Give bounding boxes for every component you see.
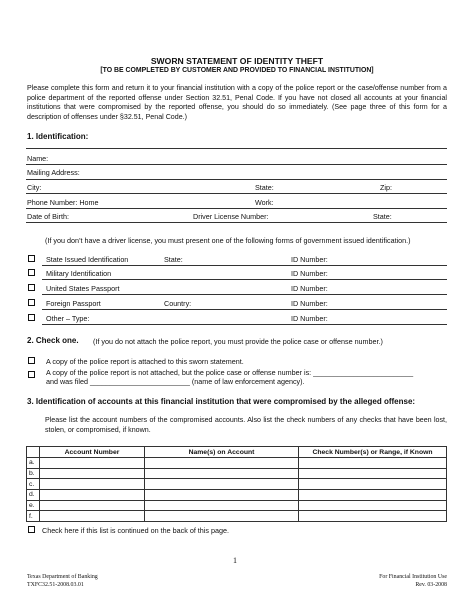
account-number-cell[interactable] (40, 468, 145, 479)
table-row (27, 490, 447, 501)
account-name-cell[interactable] (145, 490, 299, 501)
state-label: State: (255, 183, 274, 192)
id-option-label: United States Passport (46, 284, 120, 293)
driver-license-label: Driver License Number: (193, 212, 269, 221)
row-letter: a. (27, 458, 40, 469)
id-option-label: Foreign Passport (46, 299, 101, 308)
row-letter: c. (27, 479, 40, 490)
table-header-cell: Check Number(s) or Range, if Known (299, 447, 447, 458)
table-header-cell: Account Number (40, 447, 145, 458)
check-number-cell[interactable] (299, 500, 447, 511)
id-number-label: ID Number: (291, 269, 328, 278)
account-number-cell[interactable] (40, 500, 145, 511)
id-option-field[interactable] (42, 324, 447, 325)
id-option-field[interactable] (42, 265, 447, 266)
row-letter: d. (27, 490, 40, 501)
accounts-table (26, 446, 447, 522)
footer-form-code: TXFC32.51-2008.03.01 (27, 582, 84, 588)
id-number-label: ID Number: (291, 314, 328, 323)
id-option-label: State Issued Identification (46, 255, 129, 264)
checkbox[interactable] (28, 371, 35, 378)
check-number-cell[interactable] (299, 479, 447, 490)
section-1-heading: 1. Identification: (27, 132, 89, 141)
account-number-cell[interactable] (40, 490, 145, 501)
phone-work-label: Work: (255, 198, 274, 207)
continued-label: Check here if this list is continued on the back of this page. (42, 526, 229, 535)
id-option-label: Military Identification (46, 269, 112, 278)
id-number-label: ID Number: (291, 284, 328, 293)
phone-field[interactable] (26, 208, 447, 209)
table-header-row (27, 447, 447, 458)
city-state-zip-field[interactable] (26, 193, 447, 194)
checkbox[interactable] (28, 314, 35, 321)
account-number-cell[interactable] (40, 511, 145, 522)
dob-dl-field[interactable] (26, 222, 447, 223)
mailing-address-label: Mailing Address: (27, 168, 80, 177)
form-subtitle: [TO BE COMPLETED BY CUSTOMER AND PROVIDED TO FINANCIAL INSTITUTION] (100, 67, 374, 74)
account-name-cell[interactable] (145, 458, 299, 469)
account-name-cell[interactable] (145, 468, 299, 479)
id-option-field[interactable] (42, 279, 447, 280)
name-field[interactable] (26, 164, 447, 165)
intro-paragraph: Please complete this form and return it to your financial institution with a copy of the police report or the case/offense number from a police department of the reported offense under Section 32.51, Penal Code. If you have not closed all accounts at your financial institutions that were compromised by the reported offense, you should do so immediately. (See page three of this form for a description of offenses under §32.51, Penal Code.) (27, 84, 447, 121)
row-letter: b. (27, 468, 40, 479)
id-option-country-label: Country: (164, 299, 192, 308)
row-letter: e. (27, 500, 40, 511)
checkbox[interactable] (28, 299, 35, 306)
checkbox[interactable] (28, 269, 35, 276)
table-header-cell (27, 447, 40, 458)
check-number-cell[interactable] (299, 511, 447, 522)
dl-state-label: State: (373, 212, 392, 221)
id-option-label: Other – Type: (46, 314, 90, 323)
checkbox[interactable] (28, 526, 35, 533)
footer-agency: Texas Department of Banking (27, 574, 98, 580)
form-title: SWORN STATEMENT OF IDENTITY THEFT (150, 56, 324, 66)
account-number-cell[interactable] (40, 479, 145, 490)
section-2-heading: 2. Check one. (27, 336, 79, 345)
section-2-instruction: (If you do not attach the police report, you must provide the police case or offense number.) (93, 337, 383, 346)
footer-revision: Rev. 03-2008 (415, 582, 447, 588)
table-row (27, 511, 447, 522)
footer-use-note: For Financial Institution Use (379, 574, 447, 580)
checkbox[interactable] (28, 284, 35, 291)
divider (26, 148, 447, 149)
account-name-cell[interactable] (145, 479, 299, 490)
phone-home-label: Phone Number: Home (27, 198, 99, 207)
police-report-attached-label: A copy of the police report is attached to this sworn statement. (46, 357, 244, 366)
table-header-cell: Name(s) on Account (145, 447, 299, 458)
table-row (27, 479, 447, 490)
id-number-label: ID Number: (291, 255, 328, 264)
id-number-label: ID Number: (291, 299, 328, 308)
table-row (27, 468, 447, 479)
name-label: Name: (27, 154, 49, 163)
id-option-field[interactable] (42, 309, 447, 310)
check-number-cell[interactable] (299, 468, 447, 479)
mailing-address-field[interactable] (26, 179, 447, 180)
filed-with-agency-label: and was filed _________________________ (name of law enforcement agency). (46, 377, 305, 386)
dob-label: Date of Birth: (27, 212, 69, 221)
city-label: City: (27, 183, 42, 192)
account-name-cell[interactable] (145, 511, 299, 522)
zip-label: Zip: (380, 183, 392, 192)
page-number: 1 (233, 556, 237, 565)
id-option-state-label: State: (164, 255, 183, 264)
id-option-field[interactable] (42, 294, 447, 295)
check-number-cell[interactable] (299, 458, 447, 469)
police-report-not-attached-label: A copy of the police report is not attached, but the police case or offense number is: _________________________ (46, 368, 414, 377)
section-3-instruction: Please list the account numbers of the compromised accounts. Also list the check numbers of any checks that have been lost, stolen, or compromised, if known. (45, 416, 447, 434)
account-name-cell[interactable] (145, 500, 299, 511)
table-row (27, 458, 447, 469)
account-number-cell[interactable] (40, 458, 145, 469)
check-number-cell[interactable] (299, 490, 447, 501)
checkbox[interactable] (28, 357, 35, 364)
section-3-heading: 3. Identification of accounts at this financial institution that were compromised by the alleged offense: (27, 397, 416, 406)
checkbox[interactable] (28, 255, 35, 262)
id-note: (If you don’t have a driver license, you must present one of the following forms of government issued identification.) (45, 236, 411, 245)
row-letter: f. (27, 511, 40, 522)
table-row (27, 500, 447, 511)
